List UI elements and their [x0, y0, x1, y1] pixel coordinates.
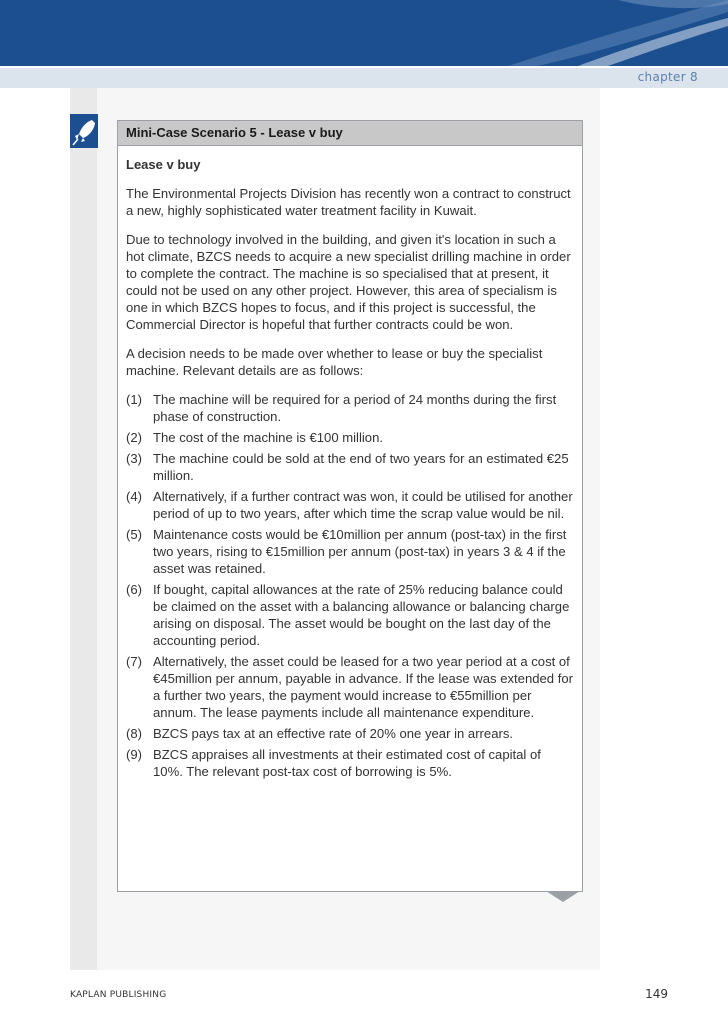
- list-item-number: (9): [126, 747, 143, 762]
- card-corner-arrow-icon: [546, 891, 580, 902]
- mini-case-card: [117, 120, 583, 892]
- list-item: [126, 429, 574, 446]
- decision-paragraph: A decision needs to be made over whether to lease or buy the specialist machine. Relevant details are as follows:: [126, 346, 543, 378]
- list-item-number: (6): [126, 582, 143, 597]
- list-item-number: (4): [126, 489, 143, 504]
- page-number: 149: [645, 987, 668, 1001]
- card-subheading: Lease v buy: [126, 157, 201, 172]
- card-body: [118, 146, 582, 780]
- list-item-text: BZCS pays tax at an effective rate of 20% one year in arrears.: [153, 726, 514, 741]
- chapter-bar: [0, 68, 728, 88]
- card-title: Mini-Case Scenario 5 - Lease v buy: [118, 121, 582, 146]
- list-item-text: If bought, capital allowances at the rate of 25% reducing balance could be claimed on the asset with a balancing allowance or balancing charge arising on disposal. The asset would be bought on the last day of the accounting period.: [153, 582, 570, 648]
- list-item: [126, 746, 574, 780]
- list-item-text: The cost of the machine is €100 million.: [153, 430, 383, 445]
- list-item-number: (1): [126, 392, 143, 407]
- list-item-number: (8): [126, 726, 143, 741]
- list-item: [126, 725, 574, 742]
- list-item-text: The machine will be required for a period of 24 months during the first phase of construction.: [153, 392, 557, 424]
- list-item-number: (3): [126, 451, 143, 466]
- list-item-number: (7): [126, 654, 143, 669]
- details-list: [126, 391, 574, 780]
- list-item: [126, 581, 574, 649]
- list-item-text: Alternatively, the asset could be leased for a two year period at a cost of €45million per annum, payable in advance. If the lease was extended for a further two years, the payment would increase to €55million per annum. The lease payments include all maintenance expenditure.: [153, 654, 573, 720]
- list-item: [126, 450, 574, 484]
- list-item: [126, 526, 574, 577]
- list-item: [126, 653, 574, 721]
- context-paragraph: Due to technology involved in the building, and given it's location in such a hot climate, BZCS needs to acquire a new specialist drilling machine in order to complete the contract. The machine is so specialised that at present, it could not be used on any other project. However, this area of specialism is one in which BZCS hopes to focus, and if this project is successful, the Commercial Director is hopeful that further contracts could be won.: [126, 232, 571, 332]
- rocket-icon: [70, 114, 98, 148]
- list-item-number: (5): [126, 527, 143, 542]
- list-item-text: The machine could be sold at the end of two years for an estimated €25 million.: [153, 451, 569, 483]
- top-banner: [0, 0, 728, 66]
- list-item-text: Alternatively, if a further contract was won, it could be utilised for another period of up to two years, after which time the scrap value would be nil.: [153, 489, 573, 521]
- list-item: [126, 391, 574, 425]
- list-item-text: BZCS appraises all investments at their estimated cost of capital of 10%. The relevant post-tax cost of borrowing is 5%.: [153, 747, 541, 779]
- list-item: [126, 488, 574, 522]
- footer-publisher: KAPLAN PUBLISHING: [70, 990, 167, 1000]
- list-item-text: Maintenance costs would be €10million per annum (post-tax) in the first two years, rising to €15million per annum (post-tax) in years 3 & 4 if the asset was retained.: [153, 527, 567, 576]
- banner-swoosh-decoration: [468, 0, 728, 66]
- intro-paragraph: The Environmental Projects Division has recently won a contract to construct a new, highly sophisticated water treatment facility in Kuwait.: [126, 186, 571, 218]
- chapter-label: chapter 8: [637, 70, 698, 84]
- list-item-number: (2): [126, 430, 143, 445]
